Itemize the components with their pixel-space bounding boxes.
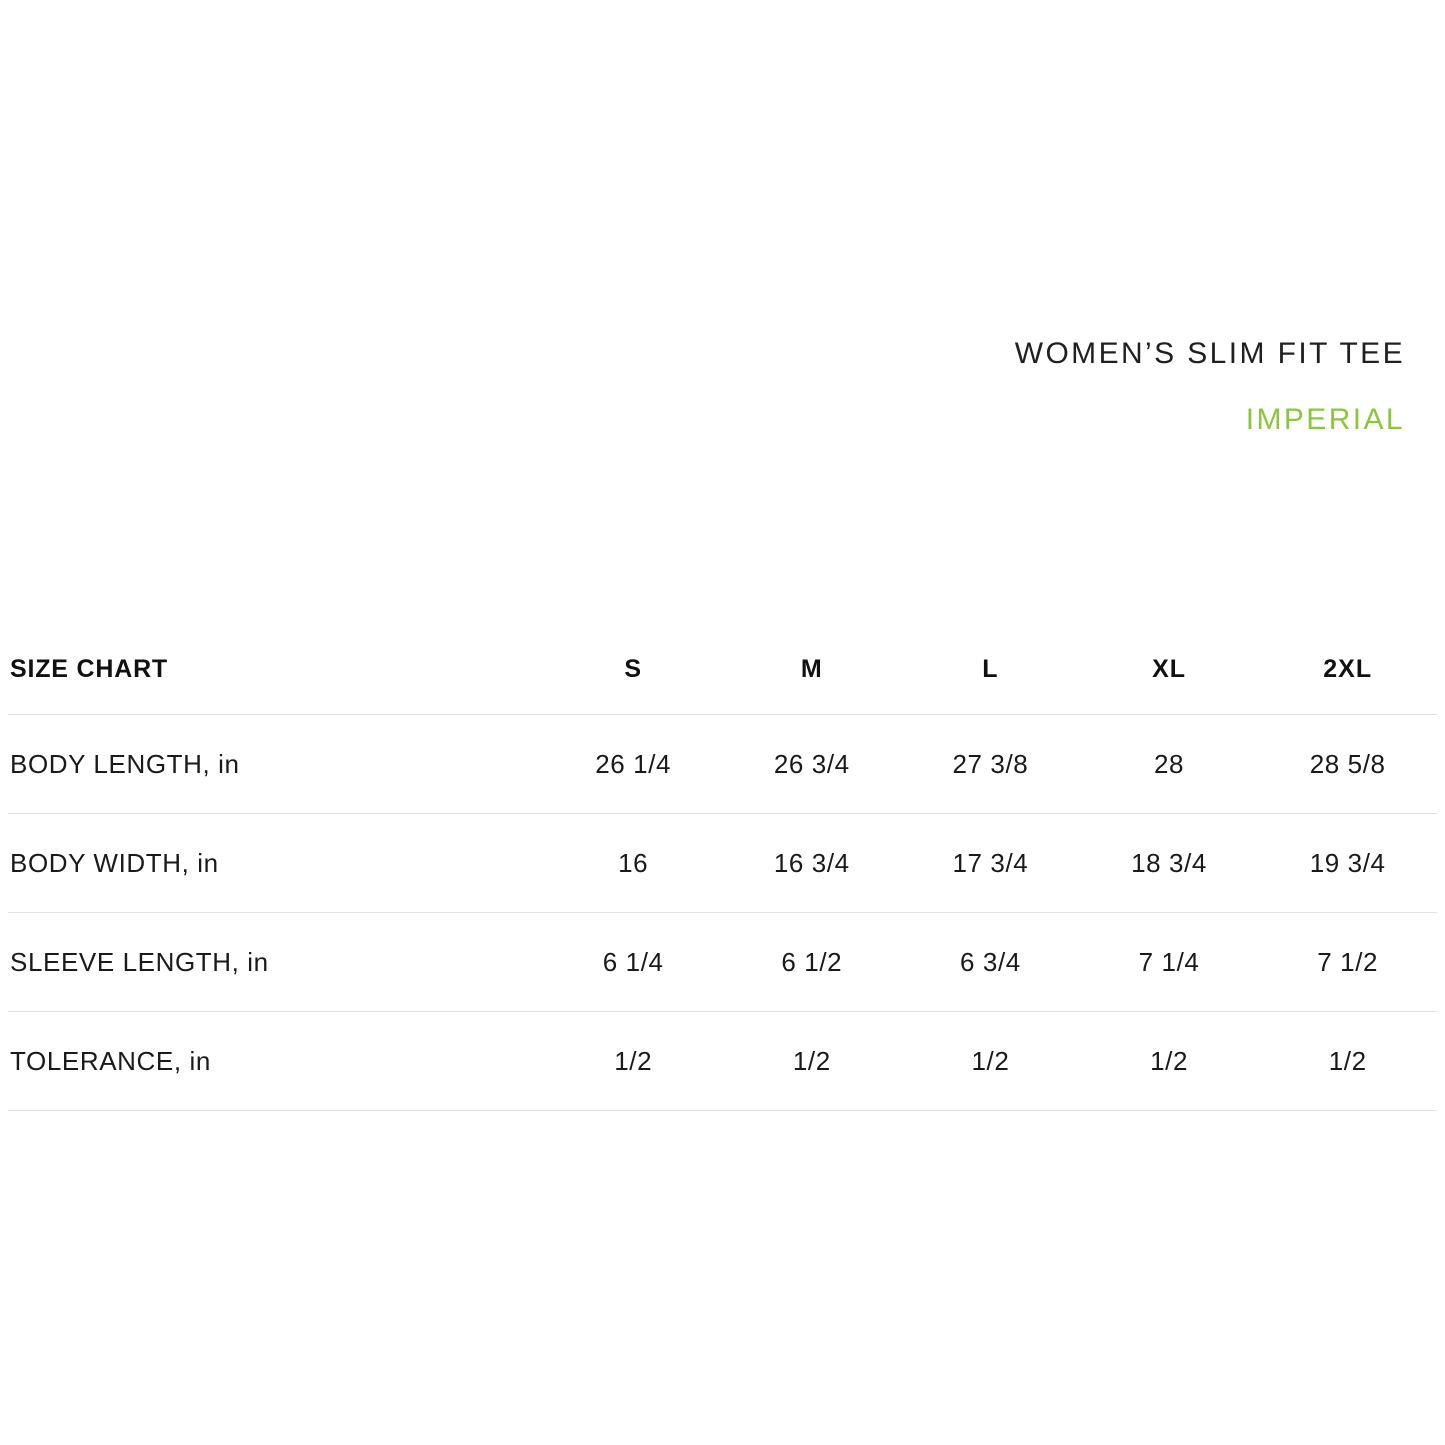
cell-tolerance-l: 1/2 <box>971 1045 1010 1076</box>
row-label-sleeve-length: SLEEVE LENGTH, in <box>10 946 269 977</box>
cell-tolerance-2xl: 1/2 <box>1328 1045 1367 1076</box>
size-chart-table <box>8 655 1437 1111</box>
cell-tolerance-xl: 1/2 <box>1150 1045 1189 1076</box>
table-row <box>8 1012 1437 1111</box>
cell-body-length-l: 27 3/8 <box>952 748 1029 779</box>
size-chart-title: SIZE CHART <box>10 655 168 683</box>
column-header-l: L <box>982 655 999 683</box>
column-header-xl: XL <box>1152 655 1187 683</box>
cell-sleeve-length-s: 6 1/4 <box>602 946 664 977</box>
cell-body-width-2xl: 19 3/4 <box>1309 847 1386 878</box>
table-body <box>8 715 1437 1111</box>
cell-body-length-2xl: 28 5/8 <box>1309 748 1386 779</box>
table-header <box>8 655 1437 715</box>
cell-tolerance-s: 1/2 <box>614 1045 653 1076</box>
cell-body-width-xl: 18 3/4 <box>1131 847 1207 878</box>
header-block <box>1015 336 1405 438</box>
unit-system-label: IMPERIAL <box>1245 403 1405 436</box>
cell-body-width-l: 17 3/4 <box>952 847 1029 878</box>
size-chart-table-wrapper <box>8 655 1437 1111</box>
column-header-2xl: 2XL <box>1323 655 1373 683</box>
column-header-s: S <box>624 655 643 683</box>
cell-sleeve-length-xl: 7 1/4 <box>1138 946 1200 977</box>
header-row <box>8 655 1437 715</box>
cell-body-length-xl: 28 <box>1154 748 1185 779</box>
cell-body-length-s: 26 1/4 <box>595 748 672 779</box>
column-header-m: M <box>800 655 823 683</box>
table-row <box>8 715 1437 814</box>
cell-sleeve-length-l: 6 3/4 <box>960 946 1021 977</box>
row-label-body-length: BODY LENGTH, in <box>10 748 240 779</box>
cell-body-width-m: 16 3/4 <box>773 847 850 878</box>
row-label-body-width: BODY WIDTH, in <box>10 847 219 878</box>
table-row <box>8 814 1437 913</box>
cell-tolerance-m: 1/2 <box>792 1045 831 1076</box>
row-label-tolerance: TOLERANCE, in <box>10 1045 211 1076</box>
cell-body-length-m: 26 3/4 <box>773 748 850 779</box>
table-row <box>8 913 1437 1012</box>
cell-body-width-s: 16 <box>618 847 649 878</box>
product-title: WOMEN’S SLIM FIT TEE <box>1014 337 1405 370</box>
cell-sleeve-length-m: 6 1/2 <box>781 946 843 977</box>
cell-sleeve-length-2xl: 7 1/2 <box>1317 946 1379 977</box>
